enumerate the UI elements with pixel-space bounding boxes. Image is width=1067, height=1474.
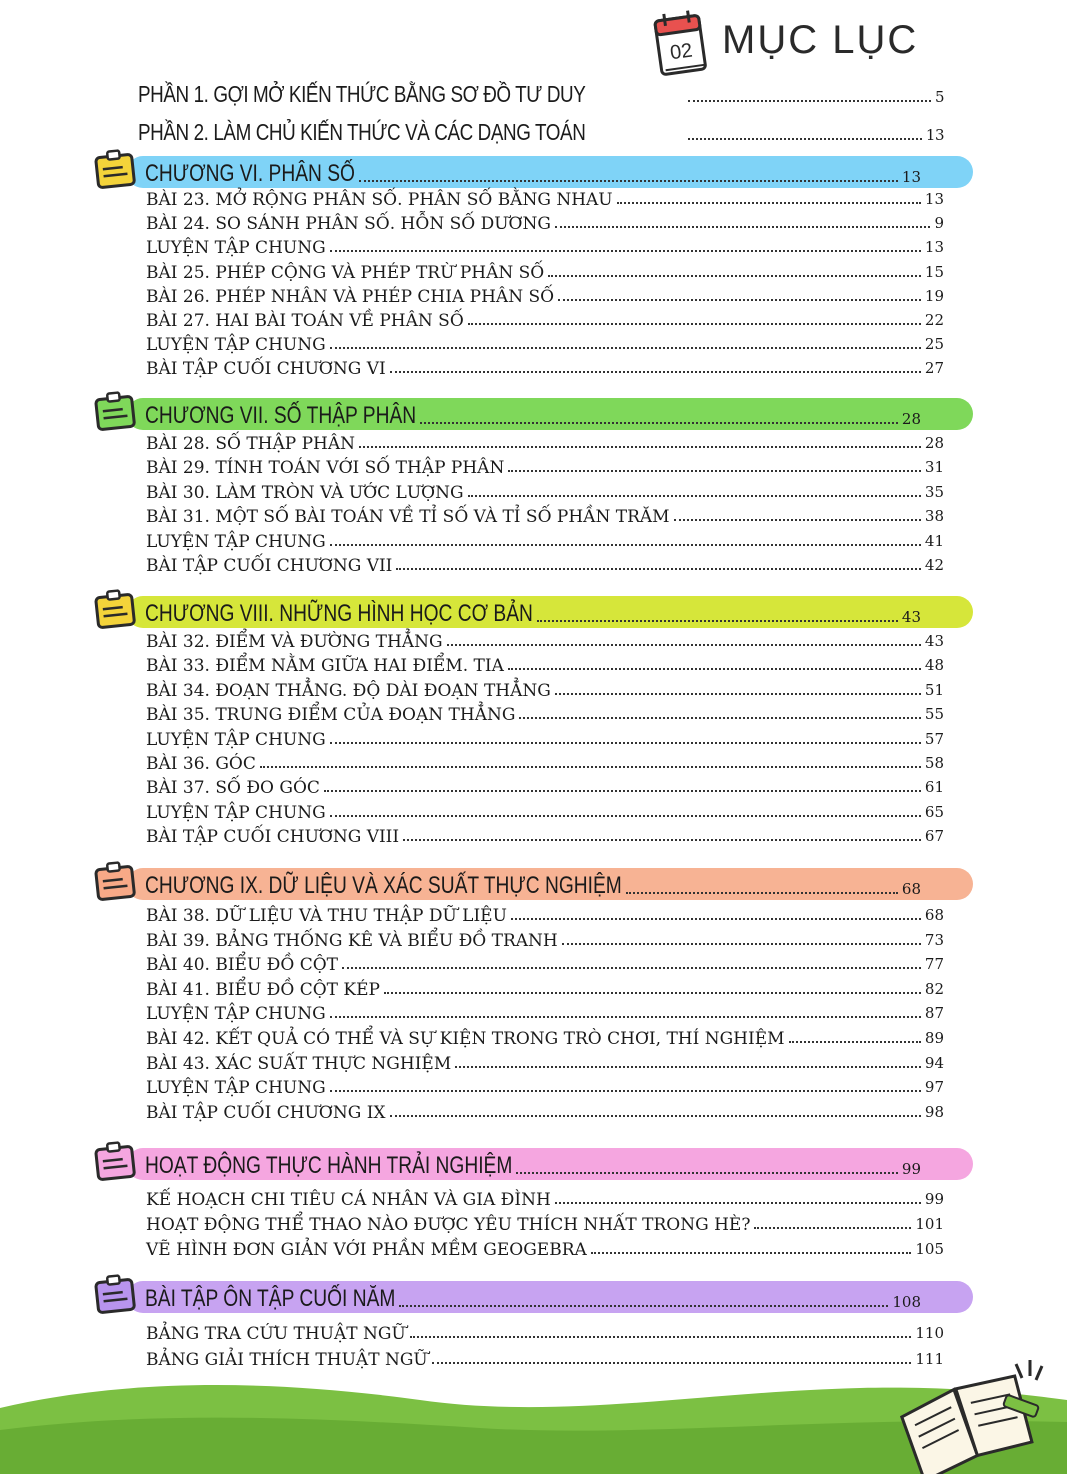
toc-entry-title: BÀI TẬP CUỐI CHƯƠNG VIII [146,827,400,847]
toc-page-number: 27 [924,359,944,377]
dot-leader [555,226,931,228]
toc-page-number: 42 [924,556,944,574]
toc-page-number: 87 [924,1004,944,1022]
toc-entry[interactable] [146,1076,944,1098]
toc-entry[interactable] [146,1101,944,1123]
dot-leader [260,766,921,768]
open-book-icon [896,1356,1046,1474]
toc-entry[interactable] [146,333,944,355]
toc-entry-title: BÀI TẬP CUỐI CHƯƠNG VI [146,359,386,379]
chapter-title: BÀI TẬP ÔN TẬP CUỐI NĂM [145,1285,396,1312]
toc-entry-title: BÀI 24. SO SÁNH PHÂN SỐ. HỖN SỐ DƯƠNG [146,214,551,234]
page-title: MỤC LỤC [722,18,919,62]
dot-leader [626,892,898,894]
dot-leader [548,275,921,277]
toc-entry-title: BÀI 32. ĐIỂM VÀ ĐƯỜNG THẲNG [146,632,443,652]
dot-leader [342,967,921,969]
chapter-row [145,1279,973,1313]
toc-page-number: 22 [924,311,944,329]
toc-entry-title: LUYỆN TẬP CHUNG [146,238,326,258]
toc-page-number: 28 [924,434,944,452]
dot-leader [508,470,921,472]
header-page-number: 02 [668,39,694,65]
toc-entry-title: KẾ HOẠCH CHI TIÊU CÁ NHÂN VÀ GIA ĐÌNH [146,1190,551,1210]
dot-leader [754,1227,911,1229]
toc-page-number: 55 [924,705,944,723]
toc-entry[interactable] [146,1213,944,1235]
toc-entry[interactable] [146,554,944,576]
dot-leader [324,790,921,792]
toc-entry-title: BÀI 36. GÓC [146,754,256,774]
page-header [652,4,962,80]
toc-entry-title: BÀI 40. BIỂU ĐỒ CỘT [146,955,339,975]
toc-page-number: 77 [924,955,944,973]
toc-entry[interactable] [146,654,944,676]
chapter-title: CHƯƠNG VIII. NHỮNG HÌNH HỌC CƠ BẢN [145,600,533,627]
toc-page-number: 13 [925,126,944,144]
toc-page-number: 13 [924,238,944,256]
toc-entry-title: BÀI 38. DỮ LIỆU VÀ THU THẬP DỮ LIỆU [146,906,507,926]
toc-page-number: 110 [915,1324,944,1342]
toc-entry[interactable] [146,456,944,478]
dot-leader [330,815,921,817]
dot-leader [558,299,921,301]
part-heading[interactable] [138,112,944,146]
toc-entry-title: BÀI 43. XÁC SUẤT THỰC NGHIỆM [146,1054,452,1074]
notepad-icon [93,1273,137,1317]
chapter-page-number: 99 [901,1160,921,1178]
toc-entry[interactable] [146,530,944,552]
toc-entry-title: HOẠT ĐỘNG THỂ THAO NÀO ĐƯỢC YÊU THÍCH NHẤT TRONG HÈ? [146,1215,751,1235]
toc-page-number: 41 [924,532,944,550]
chapter-heading[interactable] [93,1140,973,1186]
toc-page-number: 94 [924,1054,944,1072]
toc-entry-title: BÀI 42. KẾT QUẢ CÓ THỂ VÀ SỰ KIỆN TRONG TRÒ CHƠI, THÍ NGHIỆM [146,1029,785,1049]
toc-page-number: 98 [924,1103,944,1121]
toc-entry-title: BÀI 31. MỘT SỐ BÀI TOÁN VỀ TỈ SỐ VÀ TỈ SỐ PHẦN TRĂM [146,507,670,527]
toc-entry-title: BÀI 27. HAI BÀI TOÁN VỀ PHÂN SỐ [146,311,464,331]
toc-entry-title: BÀI 41. BIỂU ĐỒ CỘT KÉP [146,980,380,1000]
toc-page-number: 89 [924,1029,944,1047]
toc-entry[interactable] [146,188,944,210]
toc-entry-title: BÀI TẬP CUỐI CHƯƠNG IX [146,1103,386,1123]
chapter-title: CHƯƠNG VI. PHÂN SỐ [145,160,355,187]
toc-page-number: 105 [915,1240,944,1258]
dot-leader [330,347,921,349]
chapter-title: HOẠT ĐỘNG THỰC HÀNH TRẢI NGHIỆM [145,1152,513,1179]
toc-page-number: 99 [924,1190,944,1208]
toc-entry[interactable] [146,1188,944,1210]
chapter-title-wrap [145,402,416,430]
toc-entry[interactable] [146,309,944,331]
dot-leader [390,371,921,373]
toc-page-number: 51 [924,681,944,699]
toc-entry[interactable] [146,432,944,454]
dot-leader [617,202,921,204]
dot-leader [420,422,898,424]
toc-entry-title: BÀI 33. ĐIỂM NẰM GIỮA HAI ĐIỂM. TIA [146,656,504,676]
toc-entry-title: BÀI 23. MỞ RỘNG PHÂN SỐ. PHÂN SỐ BẰNG NHAU [146,190,613,210]
toc-page-number: 67 [924,827,944,845]
toc-entry-title: BẢNG GIẢI THÍCH THUẬT NGỮ [146,1350,428,1370]
toc-page-number: 58 [924,754,944,772]
notepad-icon [93,148,137,192]
toc-entry-title: PHẦN 2. LÀM CHỦ KIẾN THỨC VÀ CÁC DẠNG TOÁN [138,119,586,145]
dot-leader [591,1252,912,1254]
chapter-page-number: 68 [901,880,921,898]
toc-page-number: 97 [924,1078,944,1096]
toc-page-number: 38 [924,507,944,525]
dot-leader [330,544,921,546]
toc-entry-title: BÀI 35. TRUNG ĐIỂM CỦA ĐOẠN THẲNG [146,705,516,725]
dot-leader [688,100,931,102]
notepad-icon [93,1140,137,1184]
toc-page-number: 111 [915,1350,944,1368]
dot-leader [789,1041,921,1043]
toc-entry[interactable] [146,904,944,926]
toc-entry[interactable] [146,825,944,847]
toc-entry[interactable] [146,212,944,234]
chapter-row [145,866,973,900]
toc-page-number: 68 [924,906,944,924]
toc-entry-title: LUYỆN TẬP CHUNG [146,532,326,552]
toc-entry-title: BÀI 39. BẢNG THỐNG KÊ VÀ BIỂU ĐỒ TRANH [146,931,558,951]
toc-page-number: 9 [934,214,944,232]
toc-page-number: 19 [924,287,944,305]
toc-entry-title: BÀI 25. PHÉP CỘNG VÀ PHÉP TRỪ PHÂN SỐ [146,263,545,283]
dot-leader [330,1090,921,1092]
toc-entry-title: BÀI 37. SỐ ĐO GÓC [146,778,320,798]
toc-entry-title: LUYỆN TẬP CHUNG [146,730,326,750]
toc-page-number: 73 [924,931,944,949]
part-heading[interactable] [138,74,944,108]
toc-page-number: 61 [924,778,944,796]
toc-entry[interactable] [146,1002,944,1024]
chapter-page-number: 13 [901,168,921,186]
toc-entry[interactable] [146,505,944,527]
toc-entry-title: LUYỆN TẬP CHUNG [146,803,326,823]
dot-leader [410,1336,912,1338]
chapter-page-number: 43 [901,608,921,626]
toc-entry[interactable] [146,236,944,258]
toc-entry[interactable] [146,703,944,725]
chapter-title-wrap [145,160,355,188]
dot-leader [537,620,898,622]
toc-entry[interactable] [146,630,944,652]
dot-leader [511,918,921,920]
toc-page-number: 48 [924,656,944,674]
dot-leader [384,992,921,994]
toc-entry[interactable] [146,953,944,975]
dot-leader [555,693,921,695]
notepad-icon [93,390,137,434]
chapter-page-number: 28 [901,410,921,428]
toc-entry[interactable] [146,481,944,503]
toc-entry[interactable] [146,776,944,798]
chapter-title: CHƯƠNG IX. DỮ LIỆU VÀ XÁC SUẤT THỰC NGHIỆM [145,872,622,899]
chapter-row [145,154,973,188]
toc-entry-title: BÀI 29. TÍNH TOÁN VỚI SỐ THẬP PHÂN [146,458,505,478]
chapter-title: CHƯƠNG VII. SỐ THẬP PHÂN [145,402,417,429]
chapter-title-wrap [145,600,533,628]
dot-leader [455,1066,921,1068]
notepad-icon [93,860,137,904]
dot-leader [359,446,921,448]
toc-entry-title: LUYỆN TẬP CHUNG [146,1004,326,1024]
toc-entry[interactable] [146,679,944,701]
toc-entry-title: PHẦN 1. GỢI MỞ KIẾN THỨC BẰNG SƠ ĐỒ TƯ DUY [138,81,586,107]
toc-entry[interactable] [146,801,944,823]
notepad-icon [93,588,137,632]
dot-leader [688,138,922,140]
toc-entry[interactable] [146,1322,944,1344]
chapter-heading[interactable] [93,1273,973,1319]
toc-entry-title: LUYỆN TẬP CHUNG [146,335,326,355]
dot-leader [390,1115,921,1117]
dot-leader [359,180,898,182]
toc-page-number: 25 [924,335,944,353]
chapter-title-wrap [145,1152,512,1180]
toc-page-number: 15 [924,263,944,281]
dot-leader [508,668,921,670]
toc-page-number: 35 [924,483,944,501]
dot-leader [468,323,921,325]
toc-entry[interactable] [146,357,944,379]
toc-page-number: 31 [924,458,944,476]
toc-entry-title: BẢNG TRA CỨU THUẬT NGỮ [146,1324,406,1344]
toc-entry[interactable] [146,261,944,283]
dot-leader [330,742,921,744]
dot-leader [330,1016,921,1018]
toc-page-number: 65 [924,803,944,821]
toc-entry[interactable] [146,1238,944,1260]
chapter-title-wrap [145,1285,395,1313]
toc-entry[interactable] [146,1052,944,1074]
toc-entry[interactable] [146,728,944,750]
toc-page-number: 101 [915,1215,944,1233]
toc-entry-title: BÀI TẬP CUỐI CHƯƠNG VII [146,556,393,576]
chapter-row [145,594,973,628]
toc-entry[interactable] [146,752,944,774]
dot-leader [399,1305,888,1307]
chapter-heading[interactable] [93,588,973,634]
calendar-icon [652,8,708,78]
dot-leader [468,495,921,497]
toc-page-number: 57 [924,730,944,748]
toc-entry-title: BÀI 28. SỐ THẬP PHÂN [146,434,356,454]
chapter-page-number: 108 [892,1293,921,1311]
chapter-heading[interactable] [93,390,973,436]
dot-leader [396,568,921,570]
toc-page-number: 5 [934,88,944,106]
dot-leader [555,1202,921,1204]
toc-entry-title: BÀI 34. ĐOẠN THẲNG. ĐỘ DÀI ĐOẠN THẲNG [146,681,551,701]
toc-entry[interactable] [146,978,944,1000]
dot-leader [432,1362,912,1364]
dot-leader [674,519,921,521]
chapter-row [145,1146,973,1180]
toc-page-number: 82 [924,980,944,998]
toc-entry-title: BÀI 30. LÀM TRÒN VÀ ƯỚC LƯỢNG [146,483,464,503]
chapter-heading[interactable] [93,860,973,906]
toc-entry[interactable] [146,1027,944,1049]
toc-entry[interactable] [146,285,944,307]
toc-entry-title: VẼ HÌNH ĐƠN GIẢN VỚI PHẦN MỀM GEOGEBRA [146,1240,587,1260]
toc-page-number: 43 [924,632,944,650]
dot-leader [562,943,921,945]
toc-entry[interactable] [146,1348,944,1370]
dot-leader [519,717,920,719]
dot-leader [330,250,921,252]
dot-leader [516,1172,898,1174]
toc-entry[interactable] [146,929,944,951]
toc-entry-title: BÀI 26. PHÉP NHÂN VÀ PHÉP CHIA PHÂN SỐ [146,287,555,307]
dot-leader [447,644,921,646]
chapter-row [145,396,973,430]
chapter-title-wrap [145,872,622,900]
toc-entry-title: LUYỆN TẬP CHUNG [146,1078,326,1098]
toc-page-number: 13 [924,190,944,208]
dot-leader [403,839,921,841]
